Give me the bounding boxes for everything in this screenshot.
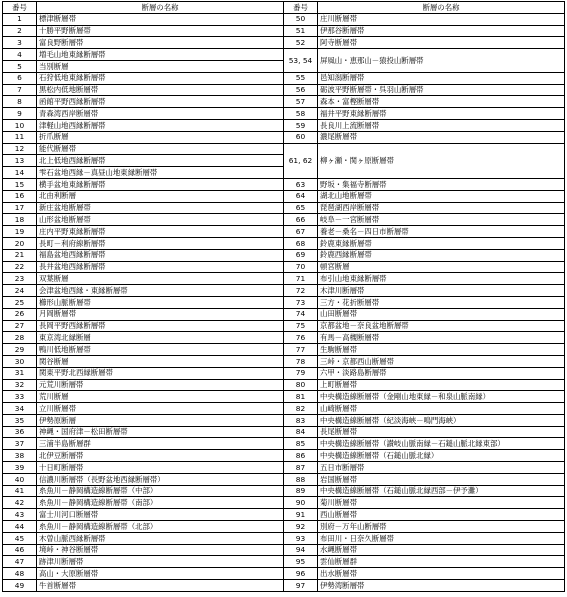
fault-number-cell: 88	[284, 473, 318, 485]
fault-name-cell: 三方・花折断層帯	[318, 296, 565, 308]
fault-name-cell: 西山断層帯	[318, 509, 565, 521]
fault-number-cell: 26	[3, 308, 37, 320]
fault-number-cell: 66	[284, 214, 318, 226]
fault-name-cell: 黒松内低地断層帯	[37, 84, 284, 96]
fault-name-cell: 長良川上流断層帯	[318, 119, 565, 131]
fault-name-cell: 五日市断層帯	[318, 462, 565, 474]
header-row	[3, 2, 565, 14]
fault-number-cell: 51	[284, 25, 318, 37]
table-row	[3, 131, 565, 143]
fault-name-cell: 伊勢湾断層帯	[318, 580, 565, 592]
fault-name-cell: 石狩低地東縁断層帯	[37, 72, 284, 84]
fault-number-cell: 79	[284, 367, 318, 379]
fault-name-cell: 山崎断層帯	[318, 403, 565, 415]
fault-name-cell: 北上低地西縁断層帯	[37, 155, 284, 167]
table-row	[3, 190, 565, 202]
fault-number-cell: 93	[284, 532, 318, 544]
fault-name-cell: 伊那谷断層帯	[318, 25, 565, 37]
fault-name-cell: 中央構造線断層帯（金剛山地東縁－和泉山脈南縁）	[318, 391, 565, 403]
fault-name-cell: 福島盆地西縁断層帯	[37, 249, 284, 261]
table-row	[3, 485, 565, 497]
fault-name-cell: 砺波平野断層帯・呉羽山断層帯	[318, 84, 565, 96]
fault-number-cell: 32	[3, 379, 37, 391]
table-row	[3, 462, 565, 474]
fault-number-cell: 1	[3, 13, 37, 25]
fault-name-cell: 長尾断層帯	[318, 426, 565, 438]
fault-number-cell: 72	[284, 285, 318, 297]
fault-number-cell: 61, 62	[284, 143, 318, 178]
table-row	[3, 426, 565, 438]
table-row	[3, 403, 565, 415]
fault-number-cell: 44	[3, 521, 37, 533]
fault-number-cell: 76	[284, 332, 318, 344]
fault-name-cell: 菊川断層帯	[318, 497, 565, 509]
table-row	[3, 580, 565, 592]
fault-name-cell: 神縄・国府津－松田断層帯	[37, 426, 284, 438]
fault-name-cell: 濃尾断層帯	[318, 131, 565, 143]
fault-number-cell: 29	[3, 344, 37, 356]
table-row	[3, 521, 565, 533]
fault-name-cell: 屏風山・恵那山－猿投山断層帯	[318, 49, 565, 73]
table-row	[3, 25, 565, 37]
fault-number-cell: 41	[3, 485, 37, 497]
table-row	[3, 344, 565, 356]
fault-number-cell: 5	[3, 60, 37, 72]
fault-list-table	[2, 1, 565, 592]
fault-number-cell: 58	[284, 108, 318, 120]
fault-name-cell: 関谷断層	[37, 355, 284, 367]
fault-number-cell: 7	[3, 84, 37, 96]
fault-number-cell: 83	[284, 414, 318, 426]
table-row	[3, 532, 565, 544]
fault-number-cell: 34	[3, 403, 37, 415]
fault-name-cell: 能代断層帯	[37, 143, 284, 155]
fault-name-cell: 牛首断層帯	[37, 580, 284, 592]
fault-name-cell: 富士川河口断層帯	[37, 509, 284, 521]
fault-number-cell: 67	[284, 226, 318, 238]
fault-number-cell: 90	[284, 497, 318, 509]
table-row	[3, 261, 565, 273]
fault-number-cell: 73	[284, 296, 318, 308]
number-header-left: 番号	[3, 2, 37, 14]
table-row	[3, 202, 565, 214]
fault-name-cell: 布田川・日奈久断層帯	[318, 532, 565, 544]
fault-name-cell: 中央構造線断層帯（讃岐山脈南縁－石鎚山脈北縁東部）	[318, 438, 565, 450]
fault-name-cell: 木曽山脈西縁断層帯	[37, 532, 284, 544]
fault-number-cell: 59	[284, 119, 318, 131]
fault-number-cell: 46	[3, 544, 37, 556]
fault-name-cell: 横手盆地東縁断層帯	[37, 178, 284, 190]
fault-number-cell: 30	[3, 355, 37, 367]
fault-name-cell: 櫛形山脈断層帯	[37, 296, 284, 308]
fault-name-cell: 双葉断層	[37, 273, 284, 285]
fault-number-cell: 39	[3, 462, 37, 474]
fault-number-cell: 43	[3, 509, 37, 521]
fault-name-cell: 北由利断層	[37, 190, 284, 202]
fault-number-cell: 45	[3, 532, 37, 544]
fault-number-cell: 97	[284, 580, 318, 592]
name-header-left: 断層の名称	[37, 2, 284, 14]
fault-name-cell: 福井平野東縁断層帯	[318, 108, 565, 120]
fault-number-cell: 31	[3, 367, 37, 379]
fault-number-cell: 70	[284, 261, 318, 273]
fault-number-cell: 21	[3, 249, 37, 261]
fault-name-cell: 阿寺断層帯	[318, 37, 565, 49]
fault-number-cell: 50	[284, 13, 318, 25]
fault-number-cell: 15	[3, 178, 37, 190]
fault-name-cell: 琵琶湖西岸断層帯	[318, 202, 565, 214]
fault-number-cell: 91	[284, 509, 318, 521]
fault-number-cell: 20	[3, 237, 37, 249]
fault-name-cell: 伊勢原断層	[37, 414, 284, 426]
fault-number-cell: 19	[3, 226, 37, 238]
fault-name-cell: 鈴鹿西縁断層帯	[318, 249, 565, 261]
table-row	[3, 450, 565, 462]
table-row	[3, 355, 565, 367]
table-row	[3, 544, 565, 556]
table-row	[3, 226, 565, 238]
fault-name-cell: 養老－桑名－四日市断層帯	[318, 226, 565, 238]
fault-name-cell: 会津盆地西縁・東縁断層帯	[37, 285, 284, 297]
table-row	[3, 438, 565, 450]
fault-number-cell: 16	[3, 190, 37, 202]
fault-name-cell: 増毛山地東縁断層帯	[37, 49, 284, 61]
fault-name-cell: 野坂・集福寺断層帯	[318, 178, 565, 190]
fault-name-cell: 布引山地東縁断層帯	[318, 273, 565, 285]
table-row	[3, 497, 565, 509]
fault-number-cell: 22	[3, 261, 37, 273]
fault-name-cell: 糸魚川－静岡構造線断層帯（中部）	[37, 485, 284, 497]
fault-name-cell: 富良野断層帯	[37, 37, 284, 49]
fault-number-cell: 38	[3, 450, 37, 462]
fault-name-cell: 中央構造線断層帯（石鎚山脈北縁西部－伊予灘）	[318, 485, 565, 497]
fault-number-cell: 4	[3, 49, 37, 61]
fault-name-cell: 中央構造線断層帯（紀淡海峡－鳴門海峡）	[318, 414, 565, 426]
table-row	[3, 96, 565, 108]
fault-name-cell: 信濃川断層帯（長野盆地西縁断層帯）	[37, 473, 284, 485]
fault-number-cell: 74	[284, 308, 318, 320]
fault-number-cell: 78	[284, 355, 318, 367]
fault-name-cell: 十勝平野断層帯	[37, 25, 284, 37]
fault-number-cell: 92	[284, 521, 318, 533]
table-row	[3, 72, 565, 84]
table-row	[3, 143, 565, 155]
fault-name-cell: 津軽山地西縁断層帯	[37, 119, 284, 131]
fault-number-cell: 13	[3, 155, 37, 167]
table-row	[3, 391, 565, 403]
fault-number-cell: 69	[284, 249, 318, 261]
fault-name-cell: 雲仙断層群	[318, 556, 565, 568]
fault-name-cell: 別府－万年山断層帯	[318, 521, 565, 533]
fault-name-cell: 月岡断層帯	[37, 308, 284, 320]
fault-name-cell: 邑知潟断層帯	[318, 72, 565, 84]
fault-name-cell: 荒川断層	[37, 391, 284, 403]
fault-name-cell: 関東平野北西縁断層帯	[37, 367, 284, 379]
table-row	[3, 237, 565, 249]
table-row	[3, 214, 565, 226]
fault-number-cell: 77	[284, 344, 318, 356]
table-row	[3, 308, 565, 320]
fault-number-cell: 87	[284, 462, 318, 474]
fault-number-cell: 89	[284, 485, 318, 497]
table-row	[3, 379, 565, 391]
fault-number-cell: 8	[3, 96, 37, 108]
fault-number-cell: 12	[3, 143, 37, 155]
fault-name-cell: 京都盆地－奈良盆地断層帯	[318, 320, 565, 332]
fault-number-cell: 24	[3, 285, 37, 297]
fault-number-cell: 27	[3, 320, 37, 332]
fault-number-cell: 9	[3, 108, 37, 120]
fault-name-cell: 庄川断層帯	[318, 13, 565, 25]
fault-number-cell: 25	[3, 296, 37, 308]
fault-number-cell: 37	[3, 438, 37, 450]
table-row	[3, 285, 565, 297]
table-row	[3, 414, 565, 426]
fault-name-cell: 有馬－高槻断層帯	[318, 332, 565, 344]
fault-number-cell: 42	[3, 497, 37, 509]
fault-name-cell: 跡津川断層帯	[37, 556, 284, 568]
fault-number-cell: 80	[284, 379, 318, 391]
fault-number-cell: 86	[284, 450, 318, 462]
fault-name-cell: 高山・大原断層帯	[37, 568, 284, 580]
fault-number-cell: 48	[3, 568, 37, 580]
fault-number-cell: 6	[3, 72, 37, 84]
fault-number-cell: 35	[3, 414, 37, 426]
fault-name-cell: 元荒川断層帯	[37, 379, 284, 391]
fault-number-cell: 60	[284, 131, 318, 143]
fault-name-cell: 山田断層帯	[318, 308, 565, 320]
fault-name-cell: 山形盆地断層帯	[37, 214, 284, 226]
number-header-right: 番号	[284, 2, 318, 14]
fault-number-cell: 68	[284, 237, 318, 249]
table-row	[3, 320, 565, 332]
table-row	[3, 568, 565, 580]
fault-name-cell: 長岡平野西縁断層帯	[37, 320, 284, 332]
fault-name-cell: 岩国断層帯	[318, 473, 565, 485]
table-row	[3, 367, 565, 379]
fault-name-cell: 長町－利府線断層帯	[37, 237, 284, 249]
fault-name-cell: 折爪断層	[37, 131, 284, 143]
fault-number-cell: 55	[284, 72, 318, 84]
fault-number-cell: 96	[284, 568, 318, 580]
fault-number-cell: 64	[284, 190, 318, 202]
fault-name-cell: 当別断層	[37, 60, 284, 72]
table-row	[3, 509, 565, 521]
fault-number-cell: 2	[3, 25, 37, 37]
fault-name-cell: 立川断層帯	[37, 403, 284, 415]
fault-name-cell: 十日町断層帯	[37, 462, 284, 474]
name-header-right: 断層の名称	[318, 2, 565, 14]
fault-number-cell: 18	[3, 214, 37, 226]
table-row	[3, 178, 565, 190]
fault-name-cell: 湖北山地断層帯	[318, 190, 565, 202]
fault-number-cell: 36	[3, 426, 37, 438]
fault-name-cell: 青森湾西岸断層帯	[37, 108, 284, 120]
fault-name-cell: 上町断層帯	[318, 379, 565, 391]
fault-name-cell: 岐阜－一宮断層帯	[318, 214, 565, 226]
fault-name-cell: 函館平野西縁断層帯	[37, 96, 284, 108]
fault-name-cell: 糸魚川－静岡構造線断層帯（南部）	[37, 497, 284, 509]
fault-number-cell: 94	[284, 544, 318, 556]
fault-name-cell: 糸魚川－静岡構造線断層帯（北部）	[37, 521, 284, 533]
fault-number-cell: 33	[3, 391, 37, 403]
fault-number-cell: 84	[284, 426, 318, 438]
fault-number-cell: 17	[3, 202, 37, 214]
fault-number-cell: 95	[284, 556, 318, 568]
fault-name-cell: 鴨川低地断層帯	[37, 344, 284, 356]
fault-name-cell: 東京湾北縁断層	[37, 332, 284, 344]
fault-name-cell: 柳ヶ瀬・関ヶ原断層帯	[318, 143, 565, 178]
table-row	[3, 49, 565, 61]
fault-number-cell: 49	[3, 580, 37, 592]
fault-name-cell: 頓宮断層	[318, 261, 565, 273]
fault-name-cell: 北伊豆断層帯	[37, 450, 284, 462]
fault-name-cell: 長井盆地西縁断層帯	[37, 261, 284, 273]
fault-number-cell: 81	[284, 391, 318, 403]
table-row	[3, 13, 565, 25]
fault-number-cell: 63	[284, 178, 318, 190]
fault-number-cell: 28	[3, 332, 37, 344]
table-row	[3, 273, 565, 285]
fault-number-cell: 85	[284, 438, 318, 450]
fault-number-cell: 14	[3, 167, 37, 179]
fault-name-cell: 境峠・神谷断層帯	[37, 544, 284, 556]
fault-name-cell: 雫石盆地西縁－真昼山地東縁断層帯	[37, 167, 284, 179]
fault-number-cell: 23	[3, 273, 37, 285]
fault-name-cell: 生駒断層帯	[318, 344, 565, 356]
fault-number-cell: 47	[3, 556, 37, 568]
fault-number-cell: 75	[284, 320, 318, 332]
fault-name-cell: 三峠・京都西山断層帯	[318, 355, 565, 367]
fault-name-cell: 出水断層帯	[318, 568, 565, 580]
fault-number-cell: 65	[284, 202, 318, 214]
table-row	[3, 37, 565, 49]
table-row	[3, 84, 565, 96]
table-row	[3, 119, 565, 131]
fault-name-cell: 木津川断層帯	[318, 285, 565, 297]
table-row	[3, 249, 565, 261]
fault-name-cell: 水縄断層帯	[318, 544, 565, 556]
fault-name-cell: 中央構造線断層帯（石鎚山脈北縁）	[318, 450, 565, 462]
table-row	[3, 296, 565, 308]
fault-name-cell: 三浦半島断層群	[37, 438, 284, 450]
fault-number-cell: 82	[284, 403, 318, 415]
fault-name-cell: 標津断層帯	[37, 13, 284, 25]
fault-number-cell: 10	[3, 119, 37, 131]
fault-name-cell: 森本・富樫断層帯	[318, 96, 565, 108]
fault-number-cell: 53, 54	[284, 49, 318, 73]
fault-name-cell: 六甲・淡路島断層帯	[318, 367, 565, 379]
table-row	[3, 556, 565, 568]
fault-name-cell: 庄内平野東縁断層帯	[37, 226, 284, 238]
fault-number-cell: 40	[3, 473, 37, 485]
fault-name-cell: 鈴鹿東縁断層帯	[318, 237, 565, 249]
fault-number-cell: 52	[284, 37, 318, 49]
table-row	[3, 108, 565, 120]
fault-name-cell: 新庄盆地断層帯	[37, 202, 284, 214]
fault-number-cell: 57	[284, 96, 318, 108]
fault-number-cell: 56	[284, 84, 318, 96]
table-row	[3, 473, 565, 485]
fault-number-cell: 11	[3, 131, 37, 143]
fault-number-cell: 71	[284, 273, 318, 285]
table-row	[3, 332, 565, 344]
fault-number-cell: 3	[3, 37, 37, 49]
